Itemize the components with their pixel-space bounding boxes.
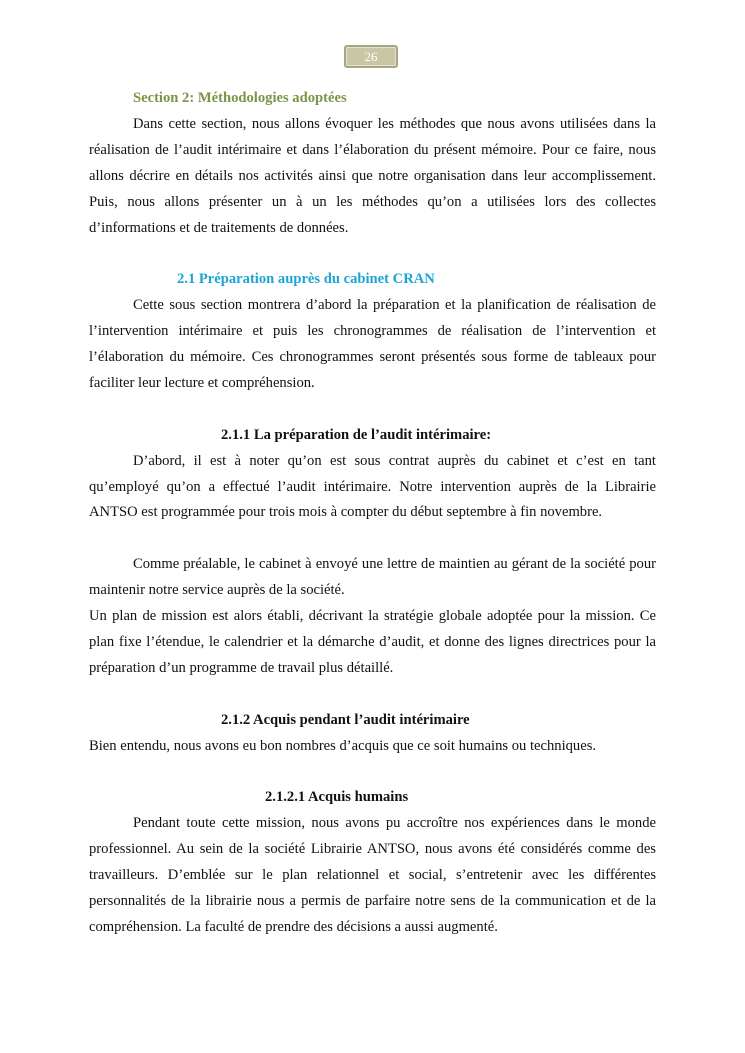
spacer xyxy=(89,682,656,708)
spacer xyxy=(89,241,656,267)
subsection-2-1-1-paragraph-2: Comme préalable, le cabinet à envoyé une lettre de maintien au gérant de la société pour maintenir notre service auprès de la société. xyxy=(89,556,656,599)
subsection-2-1-1-paragraph-1: D’abord, il est à noter qu’on est sous contrat auprès du cabinet et c’est en tant qu’employé qu’on a effectué l’audit intérimaire. Notre intervention auprès de la Librairie ANTSO est programmée pour trois mois à compter du début septembre à fin novembre. xyxy=(89,452,656,521)
document-body xyxy=(89,86,656,941)
subsection-2-1-2-1-title: 2.1.2.1 Acquis humains xyxy=(265,789,409,806)
subsection-2-1-2-paragraph: Bien entendu, nous avons eu bon nombres d’acquis que ce soit humains ou techniques. xyxy=(89,737,597,754)
spacer xyxy=(89,760,656,786)
section-2-intro-paragraph: Dans cette section, nous allons évoquer les méthodes que nous avons utilisées dans la réalisation de l’audit intérimaire et dans l’élaboration du présent mémoire. Pour ce faire, nous allons décrire en détails nos activités ainsi que notre organisation dans leur accomplissement. Puis, nous allons présenter un à un les méthodes qu’on a utilisées lors des collectes d’informations et de traitements de données. xyxy=(89,115,656,236)
subsection-2-1-2-title: 2.1.2 Acquis pendant l’audit intérimaire xyxy=(221,711,470,728)
page-number-badge: 26 xyxy=(344,45,398,68)
section-2-title: Section 2: Méthodologies adoptées xyxy=(133,90,347,106)
subsection-2-1-2-1-paragraph: Pendant toute cette mission, nous avons pu accroître nos expériences dans le monde professionnel. Au sein de la société Librairie ANTSO, nous avons été considérés comme des travailleurs. D’emblée sur le plan relationnel et social, s’entretenir avec les différentes personnalités de la librairie nous a permis de parfaire notre sens de la communication et de la compréhension. La faculté de prendre des décisions a aussi augmenté. xyxy=(89,815,656,935)
subsection-2-1-paragraph: Cette sous section montrera d’abord la préparation et la planification de réalisation de l’intervention intérimaire et puis les chronogrammes de réalisation de l’intervention et l’élaboration du mémoire. Ces chronogrammes seront présentés sous forme de tableaux pour faciliter leur lecture et compréhension. xyxy=(89,297,656,391)
subsection-2-1-1-title: 2.1.1 La préparation de l’audit intérimaire: xyxy=(221,426,492,443)
subsection-2-1-1-paragraph-3: Un plan de mission est alors établi, décrivant la stratégie globale adoptée pour la mission. Ce plan fixe l’étendue, le calendrier et la démarche d’audit, et donne des lignes directrices pour la préparation d’un programme de travail plus détaillé. xyxy=(89,608,656,676)
spacer xyxy=(89,397,656,423)
subsection-2-1-title: 2.1 Préparation auprès du cabinet CRAN xyxy=(177,271,435,288)
spacer xyxy=(89,526,656,552)
